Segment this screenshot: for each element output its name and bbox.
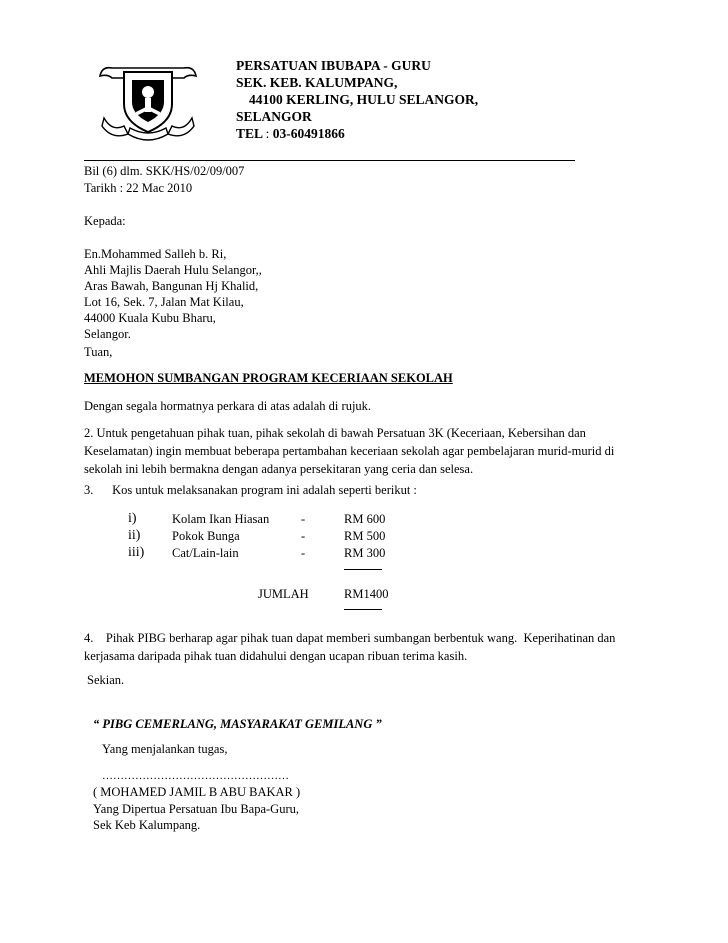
recipient-line: Lot 16, Sek. 7, Jalan Mat Kilau, (84, 295, 244, 309)
letterhead (236, 57, 478, 142)
org-name: PERSATUAN IBUBAPA - GURU (236, 58, 431, 73)
paragraph-4: 4. Pihak PIBG berharap agar pihak tuan dapat memberi sumbangan berbentuk wang. Keperihatinan dan kerjasama daripada pihak tuan didahului dengan ucapan ribuan terima kasih. (84, 631, 619, 663)
item-number: iii) (128, 545, 145, 560)
signatory-name: ( MOHAMED JAMIL B ABU BAKAR ) (93, 785, 301, 799)
item-name: Kolam Ikan Hiasan (172, 512, 270, 526)
item-dash: - (301, 512, 306, 526)
item-dash: - (301, 529, 306, 543)
school-name: SEK. KEB. KALUMPANG, (236, 75, 398, 90)
tel-label: TEL (236, 126, 263, 141)
closing: Sekian. (87, 673, 125, 687)
signatory-title: Yang Dipertua Persatuan Ibu Bapa-Guru, (93, 802, 299, 816)
item-amount: RM 500 (344, 529, 386, 543)
telephone: TEL : 03-60491866 (236, 126, 345, 141)
recipient-line: Selangor. (84, 327, 131, 341)
total-label: JUMLAH (258, 587, 309, 601)
address-line-1: 44100 KERLING, HULU SELANGOR, (249, 92, 479, 107)
item-dash: - (301, 546, 306, 560)
item-name: Pokok Bunga (172, 529, 240, 543)
item-number: i) (128, 511, 137, 526)
signatory-school: Sek Keb Kalumpang. (93, 818, 201, 832)
paragraph-2: 2. Untuk pengetahuan pihak tuan, pihak sekolah di bawah Persatuan 3K (Keceriaan, Kebersihan dan Keselamatan) ingin membuat beberapa pertambahan keceriaan sekolah agar pembelajaran murid-murid di sekolah ini lebih bermakna dengan adanya persekitaran yang ceria dan selesa. (84, 426, 615, 476)
subtotal-line (344, 569, 382, 570)
recipient-line: 44000 Kuala Kubu Bharu, (84, 311, 216, 325)
recipient-line: Aras Bawah, Bangunan Hj Khalid, (84, 279, 259, 293)
paragraph-3: 3. Kos untuk melaksanakan program ini adalah seperti berikut : (84, 483, 417, 497)
address-line-2: SELANGOR (236, 109, 312, 124)
item-amount: RM 300 (344, 546, 386, 560)
total-amount: RM1400 (344, 587, 389, 601)
signature-line: …………………………………………… (102, 770, 289, 782)
header-divider (84, 160, 575, 161)
intro-paragraph: Dengan segala hormatnya perkara di atas adalah di rujuk. (84, 399, 372, 413)
letter-date: Tarikh : 22 Mac 2010 (84, 181, 193, 195)
total-line (344, 609, 382, 610)
motto: “ PIBG CEMERLANG, MASYARAKAT GEMILANG ” (93, 717, 382, 731)
subject-line: MEMOHON SUMBANGAN PROGRAM KECERIAAN SEKOLAH (84, 371, 453, 385)
school-crest-logo (98, 56, 198, 144)
duty-line: Yang menjalankan tugas, (102, 742, 228, 756)
tel-number: 03-60491866 (272, 126, 345, 141)
item-name: Cat/Lain-lain (172, 546, 239, 560)
recipient-line: Ahli Majlis Daerah Hulu Selangor,, (84, 263, 262, 277)
reference-number: Bil (6) dlm. SKK/HS/02/09/007 (84, 164, 245, 178)
item-number: ii) (128, 528, 141, 543)
recipient-line: En.Mohammed Salleh b. Ri, (84, 247, 227, 261)
to-label: Kepada: (84, 214, 126, 228)
salutation: Tuan, (84, 345, 113, 359)
item-amount: RM 600 (344, 512, 386, 526)
